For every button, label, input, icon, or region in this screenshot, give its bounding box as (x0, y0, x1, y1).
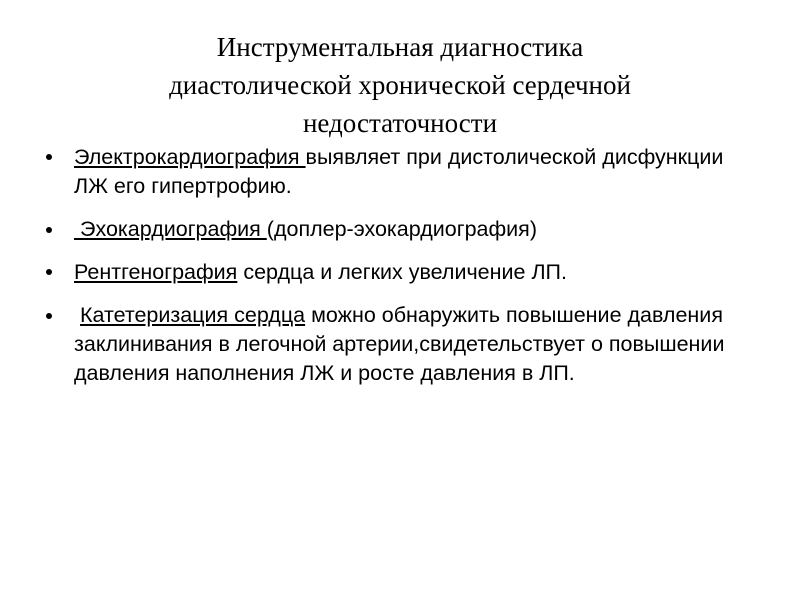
bullet-term-ecg: Электрокардиография (74, 145, 306, 169)
bullet-text-echo: (доплер-эхокардиография) (266, 217, 537, 241)
bullet-dot-icon (46, 313, 52, 319)
bullet-list (44, 143, 744, 402)
bullet-item-catheter (44, 301, 744, 388)
bullet-term-echo: Эхокардиография (79, 217, 267, 241)
bullet-item-echo (44, 215, 744, 244)
bullet-dot-icon (46, 154, 52, 160)
bullet-text-ecg: выявляет при дистолической дисфункции ЛЖ его гипертрофию. (74, 145, 724, 198)
bullet-text-catheter: можно обнаружить повышение давления заклинивания в легочной артерии,свидетельствует о повышении давления наполнения ЛЖ и росте давления в ЛП. (74, 303, 725, 385)
bullet-dot-icon (46, 227, 52, 233)
bullet-term-xray: Рентгенография (74, 260, 238, 284)
slide-title: Инструментальная диагностика диастолической хронической сердечной недостаточности (169, 32, 631, 138)
bullet-text-xray: сердца и легких увеличение ЛП. (237, 260, 567, 284)
bullet-item-ecg (44, 143, 744, 201)
bullet-dot-icon (46, 269, 52, 275)
bullet-term-catheter: Катетеризация сердца (79, 303, 306, 327)
bullet-item-xray (44, 258, 744, 287)
